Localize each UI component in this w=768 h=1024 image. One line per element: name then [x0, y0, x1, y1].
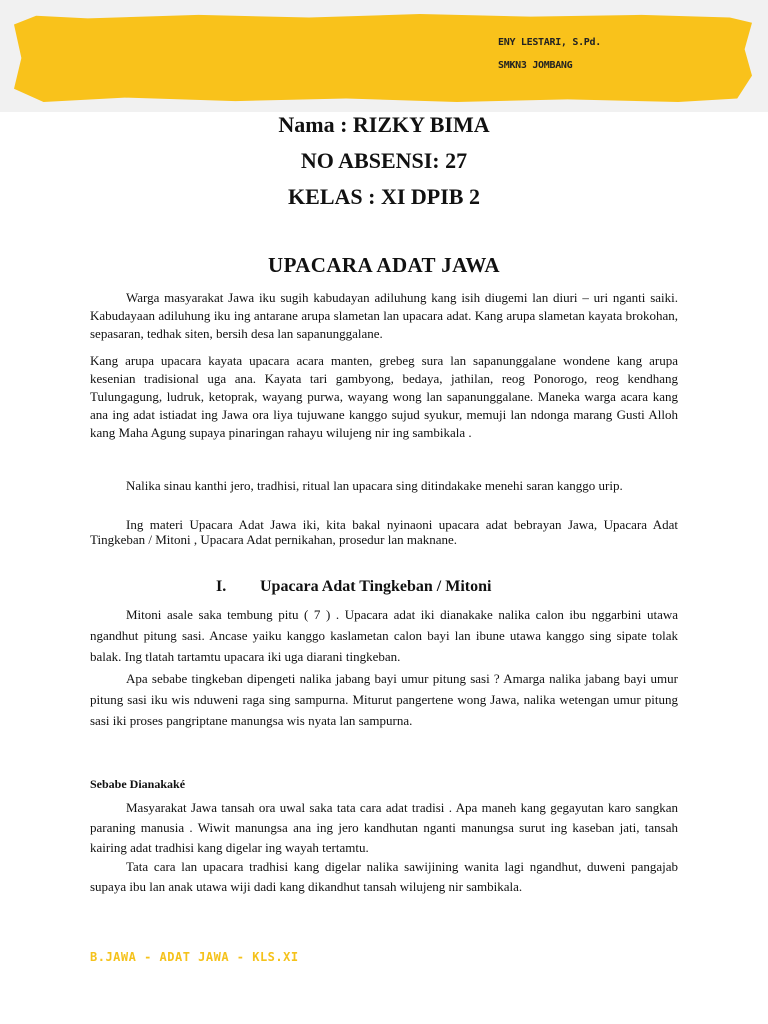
author-name: ENY LESTARI, S.Pd. [498, 37, 601, 48]
paragraph-materi: Ing materi Upacara Adat Jawa iki, kita bakal nyinaoni upacara adat bebrayan Jawa, Upacara Adat Tingkeban / Mitoni , Upacara Adat pernikahan, prosedur lan maknane. [90, 517, 678, 547]
footer-label: B.JAWA - ADAT JAWA - KLS.XI [90, 950, 299, 964]
paragraph-sinau: Nalika sinau kanthi jero, tradhisi, ritual lan upacara sing ditindakake menehi saran kanggo urip. [126, 478, 623, 493]
paragraph-tingkeban: Apa sebabe tingkeban dipengeti nalika jabang bayi umur pitung sasi ? Amarga nalika jabang bayi umur pitung sasi iku wis nduweni raga sing sampurna. Miturut pangertene wong Jawa, nalika wetengan umur pitung sasi iki proses pangriptane manungsa wis nyata lan sampurna. [90, 671, 678, 728]
student-class: KELAS : XI DPIB 2 [288, 184, 480, 209]
paragraph-intro: Warga masyarakat Jawa iku sugih kabudayan adiluhung kang isih diugemi lan diuri – uri nganti saiki. Kabudayaan adiluhung iku ing antarane arupa slametan lan upacara adat. Kang arupa slametan kayata brokohan, sepasaran, tedhak siten, bersih desa lan sapanunggalane. [90, 290, 678, 341]
section-title: Upacara Adat Tingkeban / Mitoni [260, 578, 492, 595]
document-title: UPACARA ADAT JAWA [268, 253, 500, 277]
header-banner [14, 14, 752, 102]
section-number: I. [216, 578, 227, 595]
student-absen: NO ABSENSI: 27 [300, 148, 468, 173]
subheading-sebabe: Sebabe Dianakaké [90, 777, 186, 791]
paragraph-upacara: Kang arupa upacara kayata upacara acara manten, grebeg sura lan sapanunggalane wondene kang arupa kesenian tradisional uga ana. Kayata tari gambyong, bedaya, jathilan, reog Ponorogo, reog kendhang Tulungagung, ludruk, ketoprak, wayang purwa, wayang wong lan sapanunggalane. Maneka warga acara kang ana ing adat istiadat ing Jawa ora liya tujuwane kanggo sujud syukur, memuji lan ndonga marang Gusti Alloh kang Maha Agung supaya pinaringan rahayu wilujeng nir ing sambikala . [90, 353, 678, 440]
section-heading [216, 578, 491, 596]
student-name: Nama : RIZKY BIMA [278, 112, 490, 137]
school-name: SMKN3 JOMBANG [498, 60, 573, 71]
paragraph-tatacara: Tata cara lan upacara tradhisi kang digelar nalika sawijining wanita lagi ngandhut, duweni pangajab supaya ibu lan anak utawa wiji dadi kang dikandhut tansah wilujeng nir sambikala. [90, 859, 678, 894]
paragraph-mitoni: Mitoni asale saka tembung pitu ( 7 ) . Upacara adat iki dianakake nalika calon ibu nggarbini utawa ngandhut pitung sasi. Ancase yaiku kanggo kaslametan calon bayi lan ibune utawa kanggo sing sipate tolak balak. Ing tlatah tartamtu upacara iki uga diarani tingkeban. [90, 607, 678, 664]
paragraph-masyarakat: Masyarakat Jawa tansah ora uwal saka tata cara adat tradisi . Apa maneh kang gegayutan karo sangkan paraning manusia . Wiwit manungsa ana ing jero kandhutan nganti manungsa surut ing kaseban jati, tansah kairing adat tradhisi kang digelar ing wayah tertamtu. [90, 800, 678, 855]
